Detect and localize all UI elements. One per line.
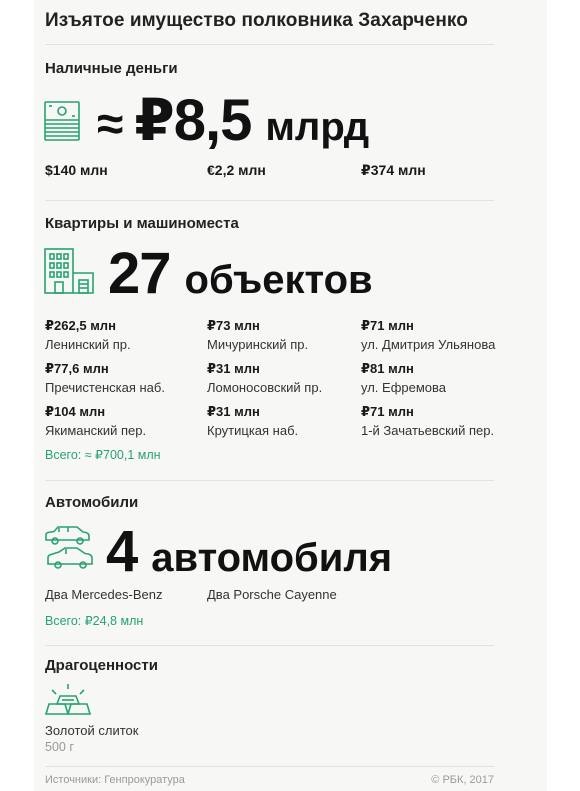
cash-big-unit: млрд [265,105,370,149]
cash-rub: ₽374 млн [361,162,426,178]
cars-heading: Автомобили [45,494,139,511]
gold-bars-icon [45,682,91,721]
apartment-item: ₽81 млн ул. Ефремова [361,361,447,395]
apartment-item: ₽77,6 млн Пречистенская наб. [45,361,165,395]
apartment-item: ₽71 млн 1-й Зачатьевский пер. [361,404,495,438]
apartment-item: ₽262,5 млн Ленинский пр. [45,318,131,352]
cash-big-value: ₽8,5 [134,88,252,153]
car-item-mercedes: Два Mercedes-Benz [45,587,163,602]
cars-total [106,518,392,585]
apartments-big-unit: объектов [184,258,373,302]
gold-bar-weight: 500 г [45,740,74,754]
valuables-heading: Драгоценности [45,657,158,674]
source-note: Источники: Генпрокуратура [45,774,185,786]
divider [45,44,494,45]
cars-big-unit: автомобиля [151,536,393,580]
apartments-sum: Всего: ≈ ₽700,1 млн [45,448,161,462]
divider [45,645,494,646]
gold-bar-label: Золотой слиток [45,723,139,738]
cash-stack-icon [43,100,81,147]
car-item-porsche: Два Porsche Cayenne [207,587,337,602]
apartments-big-value: 27 [108,241,171,306]
cars-sum: Всего: ₽24,8 млн [45,614,144,628]
page-title: Изъятое имущество полковника Захарченко [45,10,468,31]
apartment-item: ₽73 млн Мичуринский пр. [207,318,309,352]
divider [45,200,494,201]
cash-eur: €2,2 млн [207,162,266,178]
cars-big-value: 4 [106,519,138,584]
cash-total [97,86,369,154]
cars-icon [43,524,95,575]
apartments-total [108,240,373,307]
cash-heading: Наличные деньги [45,60,178,77]
approx-sign: ≈ [97,98,123,151]
apartment-item: ₽31 млн Крутицкая наб. [207,404,299,438]
apartment-item: ₽31 млн Ломоносовский пр. [207,361,323,395]
divider [45,766,494,767]
divider [45,480,494,481]
apartments-heading: Квартиры и машиноместа [45,215,239,232]
cash-usd: $140 млн [45,162,108,178]
copyright: © РБК, 2017 [431,774,494,786]
apartment-building-icon [43,247,95,300]
apartment-item: ₽71 млн ул. Дмитрия Ульянова [361,318,496,352]
apartment-item: ₽104 млн Якиманский пер. [45,404,147,438]
